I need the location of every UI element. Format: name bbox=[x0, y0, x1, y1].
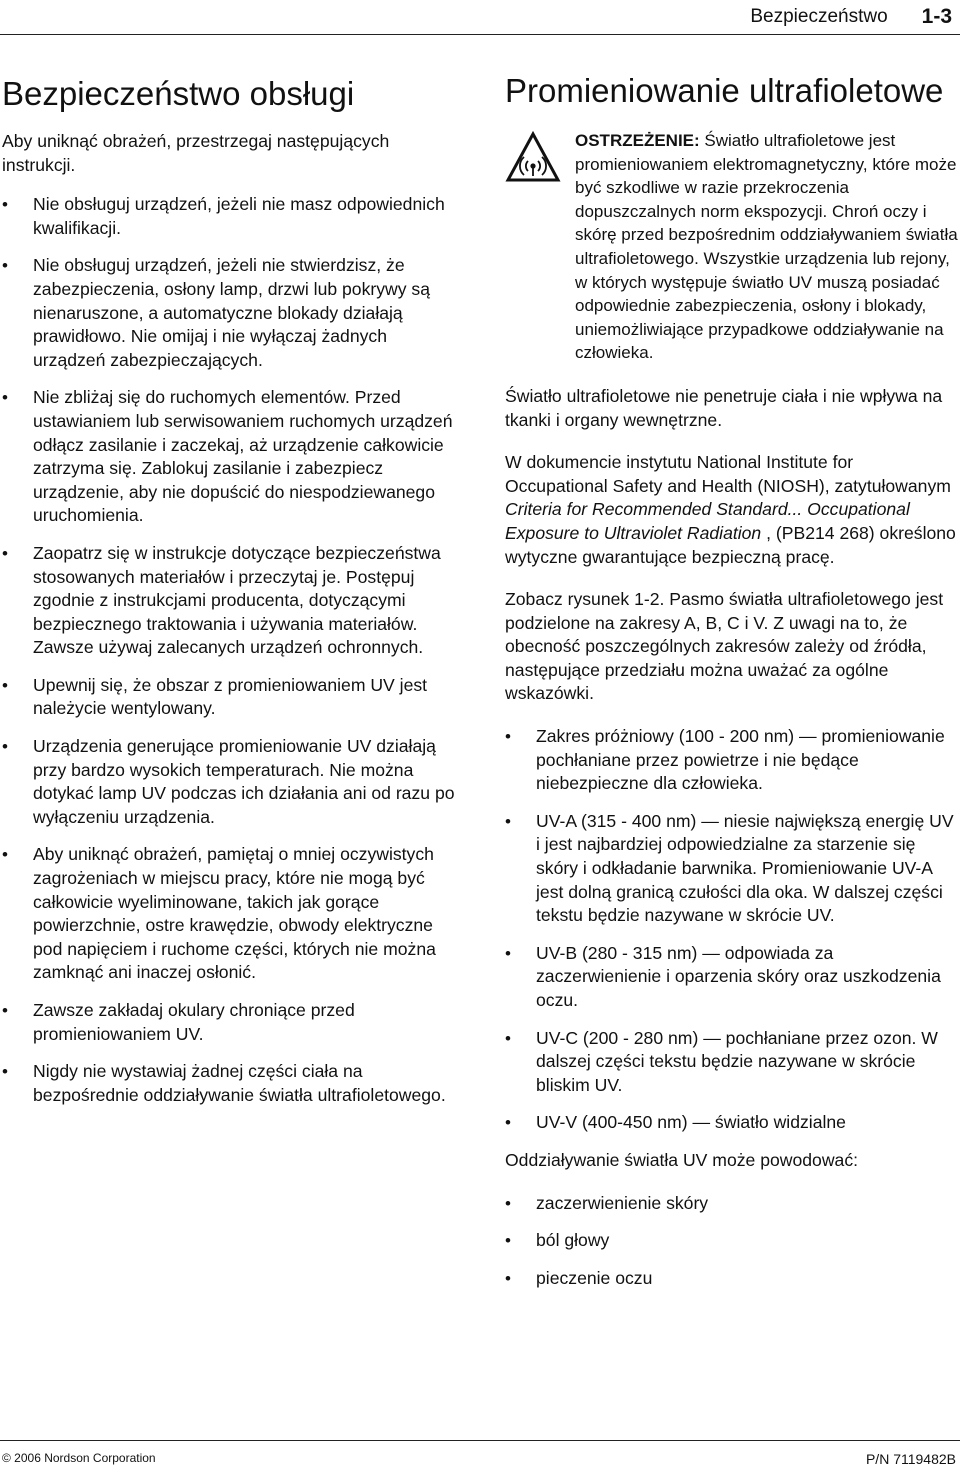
copyright: © 2006 Nordson Corporation bbox=[2, 1451, 156, 1465]
list-item: • UV-V (400-450 nm) — światło widzialne bbox=[505, 1111, 960, 1135]
list-item: • Nie zbliżaj się do ruchomych elementów. Przed ustawianiem lub serwisowaniem ruchomych urządzeń odłącz zasilanie i zaczekaj, aż urządzenie całkowicie zatrzyma się. Zablokuj zasilanie i zabezpiecz urządzenie, aby nie dopuścić do niespodziewanego uruchomienia. bbox=[2, 386, 462, 528]
header-section-title: Bezpieczeństwo bbox=[750, 6, 888, 27]
niosh-text-start: W dokumencie instytutu National Institute for Occupational Safety and Health (NIOSH), zatytułowanym bbox=[505, 452, 951, 496]
right-section-title: Promieniowanie ultrafioletowe bbox=[505, 72, 944, 109]
list-item: • UV-C (200 - 280 nm) — pochłaniane przez ozon. W dalszej części tekstu będzie nazywane w skrócie bliskim UV. bbox=[505, 1027, 960, 1098]
uv-band-list bbox=[505, 725, 960, 1135]
list-item: • Zaopatrz się w instrukcje dotyczące bezpieczeństwa stosowanych materiałów i przeczytaj je. Postępuj zgodnie z instrukcjami producenta, dotyczącymi bezpiecznego traktowania i używania materiałów. Zawsze używaj zalecanych urządzeń ochronnych. bbox=[2, 542, 462, 660]
list-item: • UV-A (315 - 400 nm) — niesie największą energię UV i jest najbardziej odpowiedzialne za starzenie się skóry i odkładanie barwnika. Promieniowanie UV-A jest dolną granicą czułości dla oka. W dalszej części tekstu będzie nazywane w skrócie UV. bbox=[505, 810, 960, 928]
list-item: • zaczerwienienie skóry bbox=[505, 1192, 960, 1216]
list-item: • Aby uniknąć obrażeń, pamiętaj o mniej oczywistych zagrożeniach w miejscu pracy, które nie mogą być całkowicie wyeliminowane, takich jak gorące powierzchnie, ostre krawędzie, obwody elektryczne pod napięciem i ruchome części, których nie można zamknąć ani inaczej osłonić. bbox=[2, 843, 462, 985]
warning-body: Światło ultrafioletowe jest promieniowaniem elektromagnetyczny, które może być szkodliwe w razie przekroczenia dopuszczalnych norm ekspozycji. Chroń oczy i skórę przed bezpośrednim oddziaływaniem światła ultrafioletowego. Wszystkie urządzenia lub rejony, w których występuje światło UV muszą posiadać odpowiednie zabezpieczenia, osłony i blokady, uniemożliwiające przypadkowe oddziaływanie na człowieka. bbox=[575, 131, 958, 363]
header-divider bbox=[0, 34, 960, 35]
part-number: P/N 7119482B bbox=[865, 1451, 956, 1467]
left-intro: Aby uniknąć obrażeń, przestrzegaj następujących instrukcji. bbox=[2, 131, 390, 175]
list-item: • Zawsze zakładaj okulary chroniące przed promieniowaniem UV. bbox=[2, 999, 462, 1046]
list-item: • Zakres próżniowy (100 - 200 nm) — promieniowanie pochłaniane przez powietrze i nie będące niebezpieczne dla człowieka. bbox=[505, 725, 960, 796]
page-number: 1-3 bbox=[921, 5, 952, 28]
safety-bullet-list bbox=[2, 193, 462, 1107]
list-item: • Nie obsługuj urządzeń, jeżeli nie masz odpowiednich kwalifikacji. bbox=[2, 193, 462, 240]
left-section-title: Bezpieczeństwo obsługi bbox=[2, 75, 355, 112]
warning-label: OSTRZEŻENIE: bbox=[575, 131, 700, 150]
list-item: • Nigdy nie wystawiaj żadnej części ciała na bezpośrednie oddziaływanie światła ultrafioletowego. bbox=[2, 1060, 462, 1107]
right-column bbox=[505, 62, 960, 1304]
page-footer bbox=[2, 1451, 956, 1467]
paragraph-niosh bbox=[505, 451, 960, 569]
page-header bbox=[750, 0, 960, 34]
niosh-document-title: Criteria for Recommended Standard... Occupational Exposure to Ultraviolet Radiation bbox=[505, 499, 910, 543]
paragraph-effects-intro: Oddziaływanie światła UV może powodować: bbox=[505, 1149, 859, 1170]
footer-divider bbox=[0, 1440, 960, 1441]
list-item: • Upewnij się, że obszar z promieniowaniem UV jest należycie wentylowany. bbox=[2, 674, 462, 721]
list-item: • Nie obsługuj urządzeń, jeżeli nie stwierdzisz, że zabezpieczenia, osłony lamp, drzwi lub pokrywy są nienaruszone, a automatyczne blokady działają prawidłowo. Nie omijaj i nie wyłączaj żadnych urządzeń zabezpieczających. bbox=[2, 254, 462, 372]
warning-text bbox=[575, 129, 960, 365]
radiation-warning-icon bbox=[505, 129, 575, 365]
niosh-text-end: , (PB214 268) określono wytyczne gwarantujące bezpieczną pracę. bbox=[505, 522, 956, 567]
list-item: • Urządzenia generujące promieniowanie UV działają przy bardzo wysokich temperaturach. Nie można dotykać lamp UV podczas ich działania ani od razu po wyłączeniu urządzenia. bbox=[2, 735, 462, 829]
left-column bbox=[2, 62, 462, 1121]
list-item: • UV-B (280 - 315 nm) — odpowiada za zaczerwienienie i oparzenia skóry oraz uszkodzenia oczu. bbox=[505, 942, 960, 1013]
list-item: • pieczenie oczu bbox=[505, 1267, 960, 1291]
warning-block bbox=[505, 129, 960, 365]
paragraph-penetration: Światło ultrafioletowe nie penetruje ciała i nie wpływa na tkanki i organy wewnętrzne. bbox=[505, 385, 943, 430]
paragraph-bands-intro: Zobacz rysunek 1-2. Pasmo światła ultrafioletowego jest podzielone na zakresy A, B, C i V. Z uwagi na to, że obecność poszczególnych zakresów zależy od źródła, następujące przedziału można uważać za ogólne wskazówki. bbox=[505, 589, 944, 704]
uv-effects-list bbox=[505, 1192, 960, 1291]
list-item: • ból głowy bbox=[505, 1229, 960, 1253]
